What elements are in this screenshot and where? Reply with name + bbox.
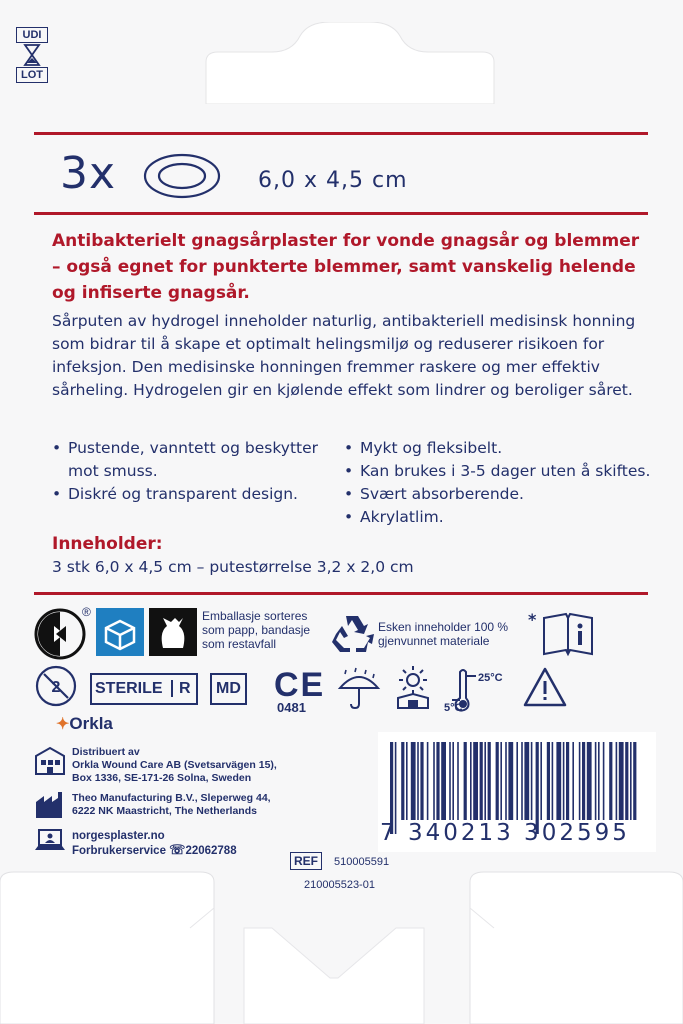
distributor-line: Distribuert av xyxy=(72,746,140,758)
list-item: • Svært absorberende. xyxy=(344,483,664,506)
divider-bottom xyxy=(34,592,648,595)
brand-name: Orkla xyxy=(69,714,113,733)
service-label: Forbrukerservice xyxy=(72,845,166,857)
udi-label: UDI xyxy=(16,27,48,43)
svg-text:2: 2 xyxy=(51,679,61,696)
barcode-bar xyxy=(633,742,636,820)
blister-tray xyxy=(0,868,683,1024)
hang-hole xyxy=(200,22,500,104)
manufacturer-line: Theo Manufacturing B.V., Sleperweg 44, xyxy=(72,792,271,804)
distributor-line: Orkla Wound Care AB (Svetsarvägen 15), xyxy=(72,759,277,771)
udi-lot-block xyxy=(16,27,48,83)
barcode-bar xyxy=(449,742,451,820)
ce-number: 0481 xyxy=(277,700,306,715)
barcode-bar xyxy=(420,742,423,820)
barcode-bar xyxy=(625,742,628,820)
temperature-max: 25°C xyxy=(478,672,503,684)
plaster-size: 6,0 x 4,5 cm xyxy=(258,168,408,193)
disposal-line: Emballasje sorteres xyxy=(202,609,308,623)
quantity: 3x xyxy=(60,148,117,199)
service-line xyxy=(72,843,237,858)
contents-value: 3 stk 6,0 x 4,5 cm – putestørrelse 3,2 x 2,0 cm xyxy=(52,558,414,576)
barcode-bar xyxy=(516,742,518,820)
description: Sårputen av hydrogel inneholder naturlig, antibakteriell medisinsk honning som bidrar til å skape et optimalt helingsmiljø og reduserer risikoen for infeksjon. Den medisinske honningen fremmer raskere og mer effektiv sårheling. Hydrogelen gir en kjølende effekt som lindrer og beroliger såret. xyxy=(52,312,636,399)
barcode-bar xyxy=(500,742,502,820)
plaster-shape-icon xyxy=(142,151,222,201)
barcode-bar xyxy=(480,742,483,820)
do-not-reuse-icon xyxy=(34,664,78,708)
bullet-list-right xyxy=(344,437,664,529)
barcode-bar xyxy=(508,742,513,820)
barcode-bar xyxy=(619,742,624,820)
ce-mark: CE xyxy=(274,666,326,704)
list-item: • Diskré og transparent design. xyxy=(52,483,322,506)
barcode-bar xyxy=(582,742,585,820)
divider-middle xyxy=(34,212,648,215)
recycled-text xyxy=(378,620,508,648)
green-dot-icon xyxy=(34,608,86,660)
barcode-bar xyxy=(427,742,429,820)
sterile-method: R xyxy=(171,680,191,697)
lot-label: LOT xyxy=(16,67,48,83)
barcode-bar xyxy=(524,742,529,820)
barcode-bar xyxy=(473,742,478,820)
barcode-bar xyxy=(505,742,507,820)
barcode-bar xyxy=(552,742,554,820)
barcode-bar xyxy=(484,742,486,820)
barcode-bar xyxy=(521,742,523,820)
residual-waste-icon xyxy=(149,608,197,656)
barcode-bar xyxy=(406,742,408,820)
hourglass-icon xyxy=(16,43,48,67)
headline: Antibakterielt gnagsårplaster for vonde gnagsår og blemmer – også egnet for punkterte blemmer, samt vanskelig helende og infiserte gnagsår. xyxy=(52,231,640,303)
recycled-line: Esken inneholder 100 % xyxy=(378,620,509,634)
barcode-bar xyxy=(547,742,550,820)
recycled-line: gjenvunnet materiale xyxy=(378,634,490,648)
phone-number: 22062788 xyxy=(185,845,237,857)
barcode-bar xyxy=(616,742,618,820)
instructions-icon xyxy=(540,612,596,658)
barcode-bar xyxy=(401,742,404,820)
website-icon xyxy=(34,828,66,854)
list-item: • Akrylatlim. xyxy=(344,506,664,529)
barcode-bar xyxy=(464,742,467,820)
ref-number: 510005591 xyxy=(334,856,390,868)
sterile-symbol xyxy=(90,673,198,705)
disposal-line: som restavfall xyxy=(202,637,277,651)
manufacturer-text xyxy=(72,792,271,818)
sterile-label: STERILE xyxy=(95,680,163,697)
logo-mark: ✦ xyxy=(56,716,70,733)
barcode-bar xyxy=(609,742,612,820)
bullet-list-left xyxy=(52,437,322,506)
contact-block xyxy=(72,829,237,858)
barcode-bar xyxy=(496,742,499,820)
barcode-bar xyxy=(563,742,565,820)
disposal-line: som papp, bandasje xyxy=(202,623,311,637)
orkla-logo xyxy=(56,714,113,734)
list-item: • Pustende, vanntett og beskytter mot smuss. xyxy=(52,437,322,483)
barcode-bar xyxy=(566,742,569,820)
disposal-text xyxy=(202,609,310,651)
registered-mark: ® xyxy=(82,605,91,619)
keep-away-from-sunlight-icon xyxy=(390,664,436,712)
product-code: 210005523-01 xyxy=(304,879,375,891)
manufacturer-icon xyxy=(34,790,66,818)
list-item: • Mykt og fleksibelt. xyxy=(344,437,664,460)
barcode-bar xyxy=(411,742,416,820)
barcode-bar xyxy=(417,742,419,820)
barcode-bar xyxy=(436,742,439,820)
barcode-bar xyxy=(572,742,574,820)
distributor-icon xyxy=(34,746,66,776)
ref-label: REF xyxy=(290,852,322,870)
asterisk: * xyxy=(528,610,537,629)
keep-dry-icon xyxy=(336,666,382,712)
temperature-min: 5°C xyxy=(444,702,463,714)
website-link: norgesplaster.no xyxy=(72,830,165,842)
paper-recycle-icon xyxy=(96,608,144,656)
barcode-bar xyxy=(441,742,446,820)
barcode-bar xyxy=(630,742,632,820)
barcode-bar xyxy=(595,742,597,820)
list-item: • Kan brukes i 3-5 dager uten å skiftes. xyxy=(344,460,664,483)
divider-top xyxy=(34,132,648,135)
barcode-bar xyxy=(579,742,581,820)
distributor-line: Box 1336, SE-171-26 Solna, Sweden xyxy=(72,772,252,784)
contents-heading: Inneholder: xyxy=(52,534,163,554)
barcode-bar xyxy=(598,742,600,820)
barcode-bar xyxy=(556,742,561,820)
recycle-icon xyxy=(330,612,374,654)
barcode-bar xyxy=(488,742,491,820)
barcode-bar xyxy=(433,742,435,820)
caution-icon xyxy=(522,666,568,708)
barcode-bar xyxy=(587,742,592,820)
manufacturer-line: 6222 NK Maastricht, The Netherlands xyxy=(72,805,257,817)
barcode-digits: 7 340213 302595 xyxy=(380,820,630,846)
barcode-bar xyxy=(457,742,459,820)
barcode-bar xyxy=(603,742,605,820)
phone-icon: ☏ xyxy=(169,842,186,857)
distributor-text xyxy=(72,746,277,785)
medical-device-symbol: MD xyxy=(210,673,247,705)
barcode-bar xyxy=(531,742,533,820)
barcode-bar xyxy=(470,742,472,820)
barcode-bar xyxy=(452,742,454,820)
barcode-bar xyxy=(540,742,542,820)
